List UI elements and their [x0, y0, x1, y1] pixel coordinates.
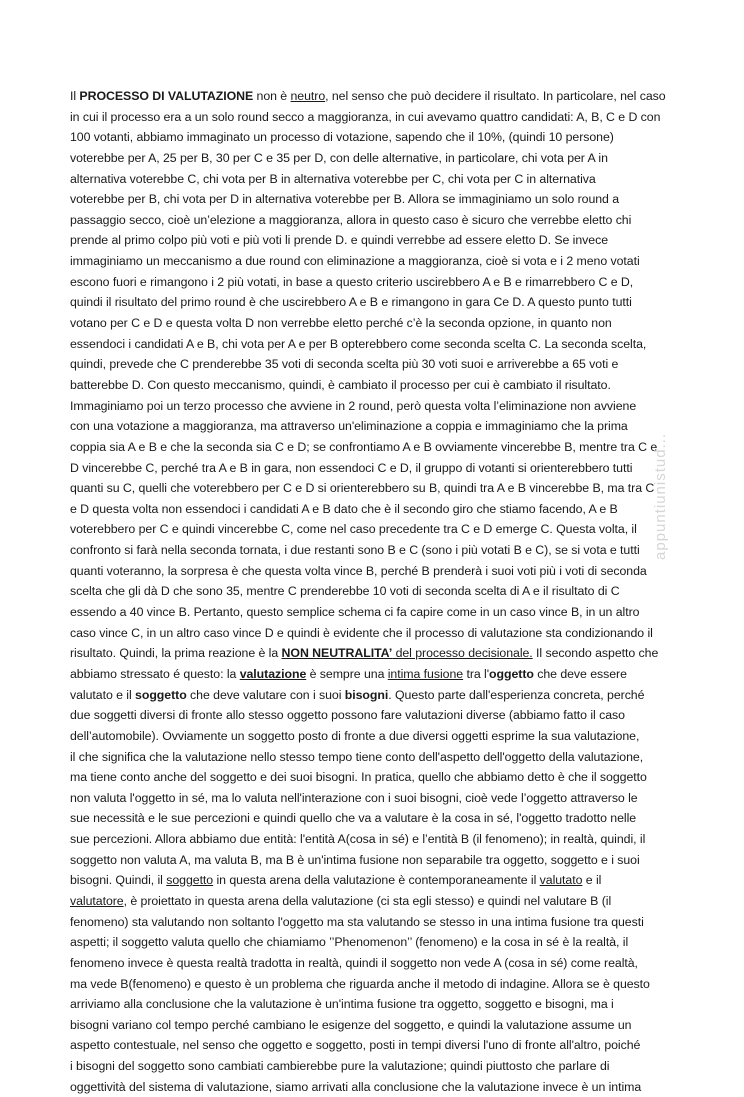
text-run: D vincerebbe C, perché tra A e B in gara, non essendoci C e D, il gruppo di votanti si orienterebbero tutti	[70, 460, 633, 475]
text-line	[70, 747, 690, 768]
text-line	[70, 334, 690, 355]
text-run: quanti voteranno, la sorpresa è che questa volta vince B, perché B prenderà i suoi voti più i voti di seconda	[70, 563, 647, 578]
text-run: quindi il risultato del primo round è che uscirebbero A e B e rimangono in gara Ce D. A questo punto tutti	[70, 295, 632, 310]
text-run: Il	[70, 89, 80, 103]
text-run: è sempre una	[306, 666, 388, 681]
text-run: valutato e il	[70, 687, 136, 702]
text-run: non è	[253, 89, 291, 103]
text-line	[70, 437, 690, 458]
text-run: il che significa che la valutazione nello stesso tempo tiene conto dell'aspetto dell'oggetto della valutazione,	[70, 749, 644, 764]
text-run: valutatore	[70, 893, 124, 908]
text-run: alternativa voterebbe C, chi vota per B in alternativa voterebbe per C, chi vota per C in alternativa	[70, 171, 596, 186]
text-line	[70, 519, 690, 540]
text-run: voterebbero per C e quindi vincerebbe C, come nel caso precedente tra C e D emerge C. Questa volta, il	[70, 522, 637, 537]
text-line	[70, 953, 690, 974]
text-line	[70, 478, 690, 499]
text-run: passaggio secco, cioè un’elezione a maggioranza, allora in questo caso è sicuro che verrebbe eletto chi	[70, 212, 632, 227]
text-run: confronto si farà nella seconda tornata, i due restanti sono B e C (sono i più votati B e C), se si vota e tutti	[70, 543, 640, 558]
text-run: PROCESSO DI VALUTAZIONE	[79, 89, 254, 103]
text-run: bisogni variano col tempo perché cambiano le esigenze del soggetto, e quindi la valutazione assume un	[70, 1017, 632, 1032]
text-line	[70, 375, 690, 396]
text-run: Il secondo aspetto che	[532, 646, 659, 661]
text-line	[70, 272, 690, 293]
text-run: aspetto contestuale, nel senso che oggetto e soggetto, posti in tempi diversi l'uno di fronte all'altro, poiché	[70, 1038, 641, 1053]
text-run: soggetto	[135, 687, 187, 702]
text-line	[70, 169, 690, 190]
text-line	[70, 891, 690, 912]
text-run: sue percezioni. Allora abbiamo due entità: l'entità A(cosa in sé) e l’entità B (il fenomeno); in realtà, quindi, il	[70, 832, 646, 847]
text-run: oggetto	[489, 666, 534, 681]
text-run: bisogni	[344, 687, 389, 702]
text-run: i bisogni del soggetto sono cambiati cambierebbe pure la valutazione; quindi piuttosto che parlare di	[70, 1059, 610, 1074]
text-run: con una votazione a maggioranza, ma attraverso un'eliminazione a coppia e immaginiamo che la prima	[70, 419, 628, 434]
text-line	[70, 189, 690, 210]
text-run: caso vince C, in un altro caso vince D e quindi è evidente che il processo di valutazione sta condizionando il	[70, 625, 653, 640]
text-run: 100 votanti, abbiamo immaginato un processo di votazione, sapendo che il 10%, (quindi 10 persone)	[70, 130, 614, 145]
text-run: del processo decisionale.	[392, 646, 533, 661]
text-line	[70, 932, 690, 953]
text-run: che deve essere	[533, 666, 627, 681]
text-run: NON NEUTRALITA’	[281, 646, 393, 661]
text-line	[70, 726, 690, 747]
text-line	[70, 416, 690, 437]
text-line	[70, 664, 690, 685]
text-run: bisogni. Quindi, il	[70, 873, 167, 888]
text-run: in questa arena della valutazione è contemporaneamente il	[213, 873, 540, 888]
text-run: votano per C e D e questa volta D non verrebbe eletto perché c’è la seconda opzione, in quanto non	[70, 316, 612, 331]
text-run: . Questo parte dall'esperienza concreta, perché	[388, 687, 645, 702]
watermark: appuntiunistud...	[652, 432, 669, 560]
text-run: tra l'	[463, 666, 490, 681]
text-line	[70, 1056, 690, 1077]
text-line	[70, 685, 690, 706]
text-run: arriviamo alla conclusione che la valutazione è un'intima fusione tra oggetto, soggetto e bisogni, ma i	[70, 997, 614, 1012]
text-run: non valuta l'oggetto in sé, ma lo valuta nell'interazione con i suoi bisogni, cioè vede l’oggetto attraverso le	[70, 790, 638, 805]
text-line	[70, 1015, 690, 1036]
text-run: batterebbe D. Con questo meccanismo, quindi, è cambiato il processo per cui è cambiato il risultato.	[70, 377, 611, 392]
text-run: risultato. Quindi, la prima reazione è la	[70, 646, 282, 661]
text-line	[70, 292, 690, 313]
text-run: escono fuori e rimangono i 2 più votati, in base a questo criterio uscirebbero A e B e rimarrebbero C e D,	[70, 274, 634, 289]
text-run: in cui il processo era a un solo round secco a maggioranza, in cui avevamo quattro candidati: A, B, C e D con	[70, 109, 661, 124]
text-line	[70, 994, 690, 1015]
text-run: voterebbe per A, 25 per B, 30 per C e 35 per D, con delle alternative, in particolare, chi vota per A in	[70, 150, 608, 165]
text-run: quindi, prevede che C prenderebbe 35 voti di seconda scelta più 30 voti suoi e arriverebbe a 65 voti e	[70, 357, 619, 372]
text-run: che deve valutare con i suoi	[186, 687, 345, 702]
text-run: neutro	[290, 89, 326, 103]
text-run: quanti su C, quelli che voterebbero per C e D si orienterebbero su B, quindi tra A e B vincerebbe B, ma tra C	[70, 481, 655, 496]
text-run: ma vede B(fenomeno) e questo è un problema che riguarda anche il metodo di indagine. Allora se è questo	[70, 976, 650, 991]
text-line	[70, 210, 690, 231]
text-line	[70, 912, 690, 933]
text-line	[70, 829, 690, 850]
text-line	[70, 396, 690, 417]
text-line	[70, 974, 690, 995]
text-run: fenomeno) sta valutando non soltanto l'oggetto ma sta valutando se stesso in una intima fusione tra questi	[70, 914, 644, 929]
text-run: scelta che gli dà D che sono 35, mentre C prenderebbe 10 voti di seconda scelta di A e il risultato di C	[70, 584, 620, 599]
text-run: voterebbe per B, chi vota per D in alternativa voterebbe per B. Allora se immaginiamo un solo round a	[70, 192, 620, 207]
text-line	[70, 313, 690, 334]
text-run: coppia sia A e B e che la seconda sia C e D; se confrontiamo A e B ovviamente vincerebbe B, mentre tra C e	[70, 439, 658, 454]
text-line	[70, 767, 690, 788]
text-line	[70, 230, 690, 251]
text-run: ma tiene conto anche del soggetto e dei suoi bisogni. In pratica, quello che abbiamo detto è che il soggetto	[70, 770, 647, 785]
text-line	[70, 788, 690, 809]
text-line	[70, 458, 690, 479]
text-run: abbiamo stressato é questo: la	[70, 666, 240, 681]
text-line	[70, 581, 690, 602]
text-line	[70, 499, 690, 520]
text-line	[70, 643, 690, 664]
text-run: , è proiettato in questa arena della valutazione (ci sta egli stesso) e quindi nel valutare B (il	[123, 893, 612, 908]
text-run: , nel senso che può decidere il risultato. In particolare, nel caso	[325, 89, 666, 103]
text-run: due soggetti diversi di fronte allo stesso oggetto possono fare valutazioni diverse (abbiamo fatto il caso	[70, 708, 625, 723]
text-run: fenomeno invece è questa realtà tradotta in realtà, quindi il soggetto non vede A (cosa in sé) come realtà,	[70, 955, 638, 970]
text-line	[70, 540, 690, 561]
text-run: valutazione	[239, 666, 307, 681]
document-body	[70, 86, 690, 1097]
text-run: soggetto non valuta A, ma valuta B, ma B è un'intima fusione non separabile tra oggetto, soggetto e i suoi	[70, 852, 640, 867]
text-line	[70, 561, 690, 582]
text-line	[70, 251, 690, 272]
text-line	[70, 1077, 690, 1097]
text-line	[70, 107, 690, 128]
text-run: essendo a 40 vince B. Pertanto, questo semplice schema ci fa capire come in un caso vince B, in un altro	[70, 605, 640, 620]
text-run: prende al primo colpo più voti e più voti li prende D. e quindi verrebbe ad essere eletto D. Se invece	[70, 233, 609, 248]
text-run: sue necessità e le sue percezioni e quindi quello che va a valutare è la cosa in sé, l'oggetto tradotto nelle	[70, 811, 637, 826]
text-run: intima fusione	[387, 666, 464, 681]
text-line	[70, 870, 690, 891]
text-line	[70, 127, 690, 148]
text-run: e il	[582, 873, 602, 888]
text-run: aspetti; il soggetto valuta quello che chiamiamo ’’Phenomenon’’ (fenomeno) e la cosa in sé è la realtà, il	[70, 935, 629, 950]
text-line	[70, 86, 690, 107]
text-run: valutato	[539, 873, 583, 888]
text-line	[70, 602, 690, 623]
text-run: essendoci i candidati A e B, chi vota per A e per B opterebbero come seconda scelta C. La seconda scelta,	[70, 336, 647, 351]
text-line	[70, 705, 690, 726]
text-line	[70, 1035, 690, 1056]
text-line	[70, 808, 690, 829]
text-run: e D questa volta non essendoci i candidati A e B dato che è il secondo giro che stiamo facendo, A e B	[70, 501, 618, 516]
text-line	[70, 148, 690, 169]
text-line	[70, 623, 690, 644]
text-line	[70, 850, 690, 871]
text-run: immaginiamo un meccanismo a due round con eliminazione a maggioranza, cioè si vota e i 2 meno votati	[70, 254, 640, 269]
text-run: soggetto	[166, 873, 214, 888]
text-line	[70, 354, 690, 375]
text-run: Immaginiamo poi un terzo processo che avviene in 2 round, però questa volta l’eliminazione non avviene	[70, 398, 637, 413]
text-run: oggettività del sistema di valutazione, siamo arrivati alla conclusione che la valutazione invece è un intima	[70, 1079, 642, 1094]
text-run: dell’automobile). Ovviamente un soggetto posto di fronte a due diversi oggetti esprime la sua valutazione,	[70, 728, 640, 743]
